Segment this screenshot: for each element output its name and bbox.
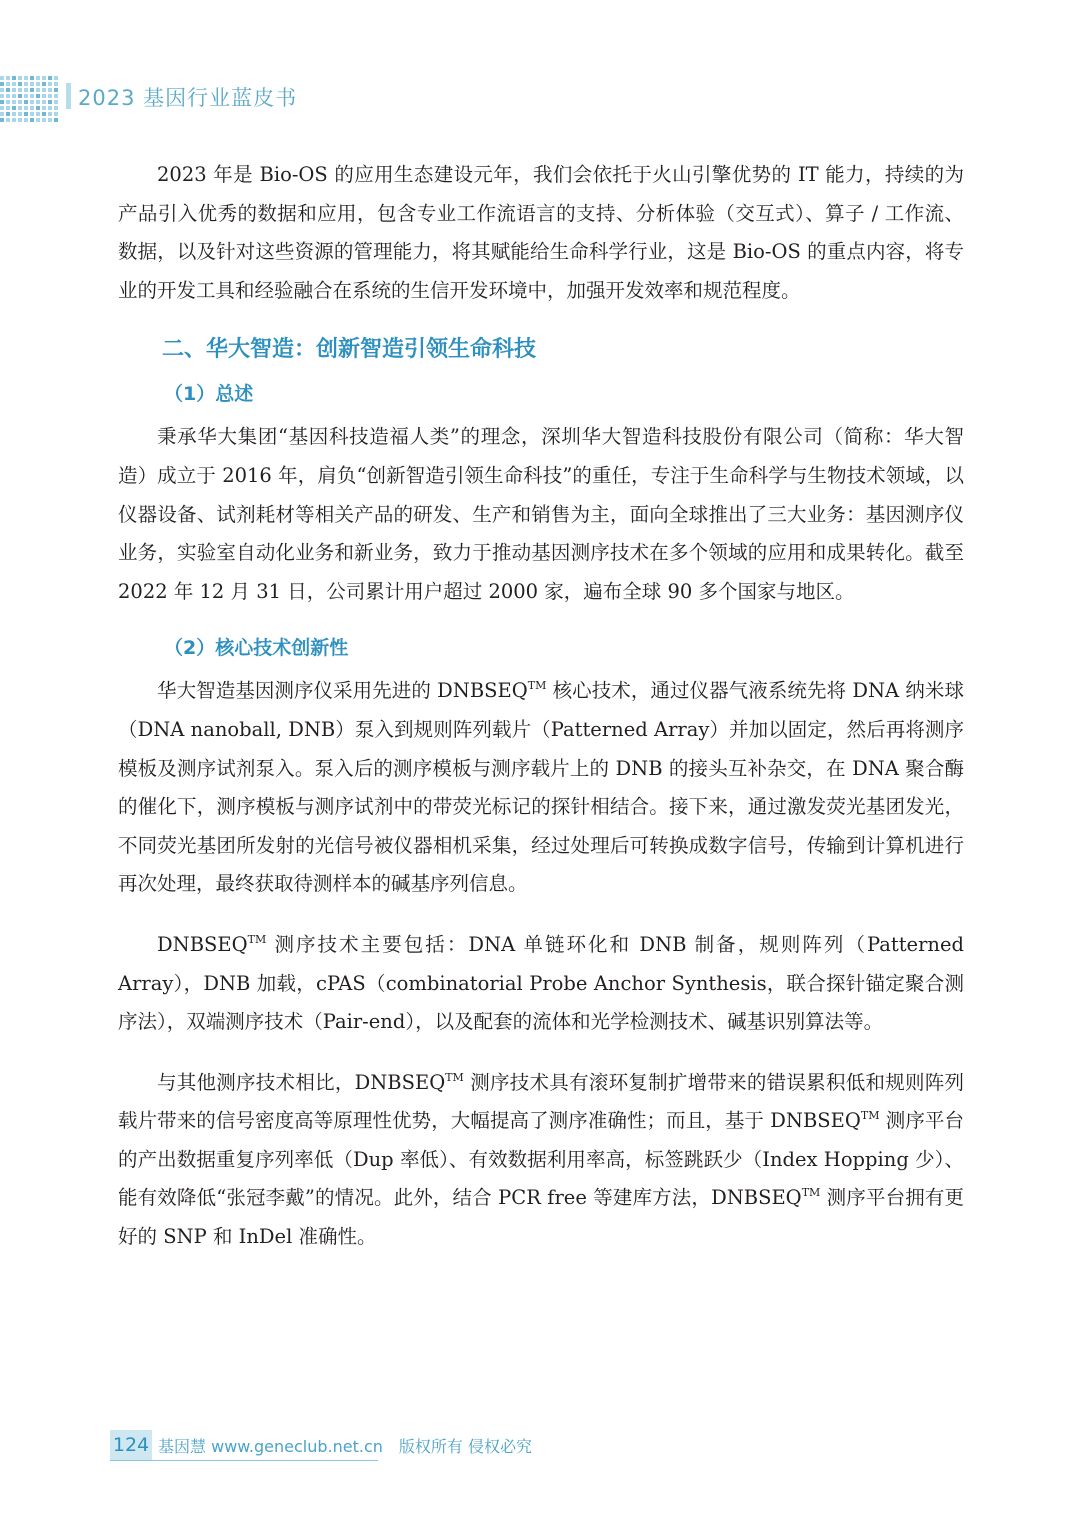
- paragraph-core-tech: [118, 672, 964, 904]
- page-footer: [110, 1430, 570, 1462]
- trademark-mark: TM: [527, 679, 547, 693]
- text-segment: 与其他测序技术相比，DNBSEQ: [157, 1070, 446, 1094]
- header-title: 2023 基因行业蓝皮书: [78, 86, 298, 110]
- main-content: [118, 156, 964, 1279]
- trademark-mark: TM: [860, 1109, 880, 1123]
- footer-copyright: 版权所有 侵权必究: [398, 1437, 532, 1456]
- footer-site-name: 基因慧: [158, 1437, 207, 1456]
- paragraph-dnbseq-components: [118, 926, 964, 1042]
- text-segment: 测序技术主要包括：DNA 单链环化和 DNB 制备，规则阵列（Patterned Array），DNB 加载，cPAS（combinatorial Probe Anchor Synthesis，联合探针锚定聚合测序法），双端测序技术（Pair-end），以及配套的流体和光学检测技术、碱基识别算法等。: [118, 932, 964, 1034]
- text-segment: 测序技术具有滚环复制扩增带来的错误累积低和规则阵列载片带来的信号密度高等原理性优势，大幅提高了测序准确性；而且，基于 DNBSEQ: [118, 1070, 964, 1133]
- page-header: [0, 70, 1080, 130]
- text-segment: DNBSEQ: [157, 932, 248, 956]
- text-segment: 核心技术，通过仪器气液系统先将 DNA 纳米球（DNA nanoball, DNB）泵入到规则阵列载片（Patterned Array）并加以固定，然后再将测序模板及测序试剂泵入。泵入后的测序模板与测序载片上的 DNB 的接头互补杂交，在 DNA 聚合酶的催化下，测序模板与测序试剂中的带荧光标记的探针相结合。接下来，通过激发荧光基团发光，不同荧光基团所发射的光信号被仪器相机采集，经过处理后可转换成数字信号，传输到计算机进行再次处理，最终获取待测样本的碱基序列信息。: [118, 679, 964, 896]
- text-segment: 测序平台的产出数据重复序列率低（Dup 率低）、有效数据利用率高，标签跳跃少（Index Hopping 少）、能有效降低“张冠李戴”的情况。此外，结合 PCR free 等建库方法，DNBSEQ: [118, 1109, 965, 1210]
- trademark-mark: TM: [445, 1070, 464, 1084]
- section-heading: 二、华大智造：创新智造引领生命科技: [162, 337, 537, 363]
- text-segment: 测序平台拥有更好的 SNP 和 InDel 准确性。: [118, 1186, 965, 1249]
- header-dot-pattern: [0, 76, 62, 124]
- paragraph-bio-os: 2023 年是 Bio-OS 的应用生态建设元年，我们会依托于火山引擎优势的 IT 能力，持续的为产品引入优秀的数据和应用，包含专业工作流语言的支持、分析体验（交互式）、算子 / 工作流、数据，以及针对这些资源的管理能力，将其赋能给生命科学行业，这是 Bio-OS 的重点内容，将专业的开发工具和经验融合在系统的生信开发环境中，加强开发效率和规范程度。: [118, 163, 964, 302]
- header-accent-bar: [66, 83, 71, 109]
- text-segment: 华大智造基因测序仪采用先进的 DNBSEQ: [157, 679, 528, 703]
- footer-divider: [110, 1460, 378, 1461]
- page-number: 124: [110, 1430, 152, 1460]
- footer-url[interactable]: www.geneclub.net.cn: [211, 1437, 383, 1456]
- paragraph-dnbseq-advantages: [118, 1064, 964, 1257]
- paragraph-overview: 秉承华大集团“基因科技造福人类”的理念，深圳华大智造科技股份有限公司（简称：华大智造）成立于 2016 年，肩负“创新智造引领生命科技”的重任，专注于生命科学与生物技术领域，以仪器设备、试剂耗材等相关产品的研发、生产和销售为主，面向全球推出了三大业务：基因测序仪业务，实验室自动化业务和新业务，致力于推动基因测序技术在多个领域的应用和成果转化。截至 2022 年 12 月 31 日，公司累计用户超过 2000 家，遍布全球 90 多个国家与地区。: [118, 425, 964, 603]
- trademark-mark: TM: [247, 932, 267, 946]
- trademark-mark: TM: [801, 1186, 821, 1200]
- subheading-core-tech: （2）核心技术创新性: [164, 637, 349, 660]
- subheading-overview: （1）总述: [164, 383, 254, 406]
- footer-text: [158, 1434, 532, 1457]
